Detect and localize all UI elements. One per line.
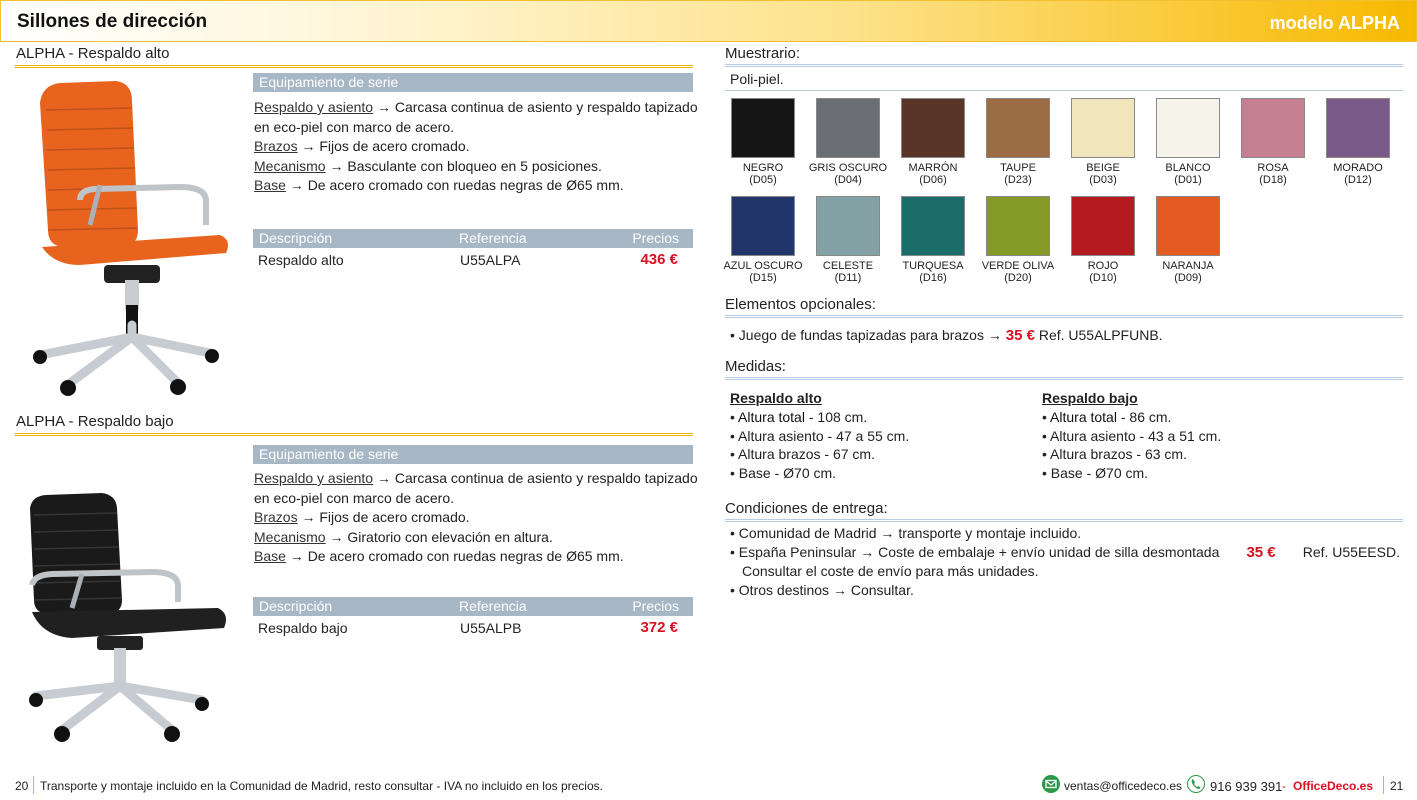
medida-text: Altura asiento - 47 a 55 cm. [738, 428, 910, 444]
swatch-code: (D11) [834, 272, 862, 284]
swatch-name: ROSA [1257, 162, 1289, 174]
col-referencia: Referencia [459, 230, 527, 246]
list-item: • Altura brazos - 63 cm. [1042, 446, 1187, 462]
section-heading-alto: ALPHA - Respaldo alto [16, 45, 170, 62]
swatch-code: (D23) [1004, 174, 1032, 186]
swatch-code: (D06) [919, 174, 947, 186]
swatch-verde-oliva[interactable] [975, 196, 1061, 284]
swatch-negro[interactable] [720, 98, 806, 186]
swatch-name: MARRÓN [908, 162, 958, 174]
divider [725, 64, 1403, 67]
chair-image-bajo [22, 490, 232, 750]
divider [725, 315, 1403, 318]
col-precios: Precios [632, 598, 679, 614]
list-item: • España Peninsular → Coste de embalaje + envío unidad de silla desmontada 35 € Ref. U55EESD. [730, 544, 1400, 561]
swatch-color [816, 98, 880, 158]
swatch-color [731, 98, 795, 158]
altura-total-label: Altura total [1050, 409, 1117, 425]
equipamiento-list-alto [254, 98, 699, 196]
respaldo-label: Respaldo y asiento [254, 99, 374, 115]
entrega-price: 35 € [1246, 544, 1276, 561]
brazos-text: → Fijos de acero cromado. [297, 138, 470, 155]
table-row [253, 250, 693, 270]
swatch-turquesa[interactable] [890, 196, 976, 284]
swatch-code: (D18) [1259, 174, 1287, 186]
page-number-left: 20 [15, 779, 29, 793]
swatch-marrón[interactable] [890, 98, 976, 186]
swatch-name: AZUL OSCURO [723, 260, 803, 272]
swatch-color [1156, 98, 1220, 158]
swatch-code: (D12) [1344, 174, 1372, 186]
divider [725, 90, 1403, 91]
swatch-color [1156, 196, 1220, 256]
mecanismo-text: → Basculante con bloqueo en 5 posiciones. [325, 157, 602, 174]
swatch-color [731, 196, 795, 256]
base-label: Base [254, 177, 286, 194]
swatch-blanco[interactable] [1145, 98, 1231, 186]
brazos-label: Brazos [254, 509, 298, 526]
swatch-name: NARANJA [1162, 260, 1214, 272]
respaldo-text: → Carcasa continua de asiento y respaldo tapizado en eco-piel con marco de acero. [254, 470, 698, 506]
swatch-name: MORADO [1333, 162, 1383, 174]
list-item: • Base - Ø70 cm. [1042, 465, 1149, 481]
entrega-ref: Ref. U55EESD. [1302, 544, 1400, 560]
list-item: • Altura asiento - 43 a 51 cm. [1042, 428, 1222, 444]
swatch-code: (D10) [1089, 272, 1117, 284]
swatch-color [901, 196, 965, 256]
altura-total-label: Altura total [738, 409, 805, 425]
chair-image-alto [20, 75, 235, 400]
opcional-item: • Juego de fundas tapizadas para brazos → 35 € Ref. U55ALPFUNB. [730, 327, 1163, 344]
divider [15, 65, 693, 68]
swatch-name: TAUPE [1000, 162, 1036, 174]
swatch-name: CELESTE [822, 260, 874, 272]
footer-note: Transporte y montaje incluido en la Comunidad de Madrid, resto consultar - IVA no incluido en los precios. [40, 779, 603, 793]
row-desc: Respaldo alto [258, 252, 344, 268]
swatch-code: (D15) [749, 272, 777, 284]
opcional-ref: Ref. U55ALPFUNB. [1034, 327, 1163, 343]
swatch-morado[interactable] [1315, 98, 1401, 186]
divider [1383, 776, 1384, 794]
swatch-code: (D01) [1174, 174, 1202, 186]
altura-total-val: - 108 cm. [804, 409, 868, 425]
swatch-rosa[interactable] [1230, 98, 1316, 186]
opcional-text: Juego de fundas tapizadas para brazos → [738, 327, 1006, 343]
brazos-text: → Fijos de acero cromado. [297, 509, 470, 526]
model-title: modelo ALPHA [1269, 13, 1400, 33]
page-header [0, 0, 1417, 42]
swatch-color [1326, 98, 1390, 158]
footer-email[interactable]: ventas@officedeco.es [1064, 779, 1183, 793]
swatch-code: (D05) [749, 174, 777, 186]
list-item: • Otros destinos → Consultar. [730, 582, 914, 598]
swatch-gris-oscuro[interactable] [805, 98, 891, 186]
mecanismo-label: Mecanismo [254, 528, 326, 545]
swatch-color [816, 196, 880, 256]
list-item: • Base - Ø70 cm. [730, 465, 837, 481]
swatch-name: GRIS OSCURO [808, 162, 888, 174]
equipamiento-bar-alto: Equipamiento de serie [253, 73, 693, 92]
base-label: Base [254, 548, 286, 565]
page-title: Sillones de dirección [17, 11, 208, 32]
medida-text: Altura asiento - 43 a 51 cm. [1050, 428, 1222, 444]
col-descripcion: Descripción [259, 230, 333, 246]
row-price: 436 € [640, 251, 678, 268]
medida-text: Altura brazos - 63 cm. [1050, 446, 1187, 462]
respaldo-label: Respaldo y asiento [254, 470, 374, 486]
muestrario-sub: Poli-piel. [730, 71, 784, 87]
swatch-color [901, 98, 965, 158]
swatch-code: (D16) [919, 272, 947, 284]
brazos-label: Brazos [254, 138, 298, 155]
divider [15, 433, 693, 436]
medida-text: Base - Ø70 cm. [738, 465, 837, 481]
swatch-color [1071, 196, 1135, 256]
col-precios: Precios [632, 230, 679, 246]
medida-text: Altura brazos - 67 cm. [738, 446, 875, 462]
opcionales-heading: Elementos opcionales: [725, 296, 876, 313]
swatch-rojo[interactable] [1060, 196, 1146, 284]
entrega-text: España Peninsular → Coste de embalaje + envío unidad de silla desmontada [738, 544, 1220, 560]
medidas-heading: Medidas: [725, 358, 786, 375]
row-price: 372 € [640, 619, 678, 636]
swatch-name: ROJO [1087, 260, 1119, 272]
swatch-code: (D09) [1174, 272, 1202, 284]
swatch-code: (D03) [1089, 174, 1117, 186]
table-row [253, 618, 693, 638]
swatch-taupe[interactable] [975, 98, 1061, 186]
row-ref: U55ALPB [460, 620, 522, 636]
email-icon [1042, 775, 1060, 793]
medida-text: Base - Ø70 cm. [1050, 465, 1149, 481]
entrega-heading: Condiciones de entrega: [725, 500, 888, 517]
list-item: • Altura brazos - 67 cm. [730, 446, 875, 462]
mecanismo-text: → Giratorio con elevación en altura. [325, 528, 553, 545]
divider [33, 776, 34, 794]
equipamiento-bar-bajo: Equipamiento de serie [253, 445, 693, 464]
respaldo-text: → Carcasa continua de asiento y respaldo tapizado en eco-piel con marco de acero. [254, 99, 698, 135]
medidas-alto-title: Respaldo alto [730, 390, 822, 406]
opcional-price: 35 € [1005, 327, 1035, 344]
divider [725, 519, 1403, 522]
entrega-text: Comunidad de Madrid → transporte y montaje incluido. [738, 525, 1082, 541]
swatch-code: (D20) [1004, 272, 1032, 284]
swatch-color [986, 196, 1050, 256]
swatch-name: NEGRO [742, 162, 784, 174]
swatch-color [1071, 98, 1135, 158]
page-number-right: 21 [1390, 779, 1404, 793]
price-table-header-alto [253, 229, 693, 248]
base-text: → De acero cromado con ruedas negras de Ø65 mm. [285, 177, 624, 194]
entrega-line2: Consultar el coste de envío para más unidades. [742, 563, 1039, 579]
list-item: • Altura asiento - 47 a 55 cm. [730, 428, 910, 444]
base-text: → De acero cromado con ruedas negras de Ø65 mm. [285, 548, 624, 565]
col-descripcion: Descripción [259, 598, 333, 614]
footer-phone[interactable]: 916 939 391 [1210, 779, 1283, 794]
swatch-name: BLANCO [1165, 162, 1211, 174]
medidas-bajo-title: Respaldo bajo [1042, 390, 1138, 406]
swatch-celeste[interactable] [805, 196, 891, 284]
altura-total-val: - 86 cm. [1116, 409, 1172, 425]
footer-dash: - [1282, 779, 1286, 793]
muestrario-heading: Muestrario: [725, 45, 801, 62]
mecanismo-label: Mecanismo [254, 157, 326, 174]
swatch-name: TURQUESA [902, 260, 964, 272]
footer-brand[interactable]: OfficeDeco.es [1293, 779, 1374, 793]
entrega-text: Otros destinos → Consultar. [738, 582, 914, 598]
list-item: • Altura total - 86 cm. [1042, 409, 1172, 425]
swatch-color [986, 98, 1050, 158]
row-desc: Respaldo bajo [258, 620, 348, 636]
price-table-header-bajo [253, 597, 693, 616]
swatch-name: BEIGE [1086, 162, 1120, 174]
equipamiento-list-bajo [254, 469, 699, 567]
phone-icon [1187, 775, 1205, 793]
swatch-beige[interactable] [1060, 98, 1146, 186]
swatch-code: (D04) [834, 174, 862, 186]
swatch-azul-oscuro[interactable] [720, 196, 806, 284]
list-item: • Altura total - 108 cm. [730, 409, 868, 425]
list-item: • Comunidad de Madrid → transporte y montaje incluido. [730, 525, 1082, 541]
col-referencia: Referencia [459, 598, 527, 614]
section-heading-bajo: ALPHA - Respaldo bajo [16, 413, 174, 430]
swatch-color [1241, 98, 1305, 158]
divider [725, 377, 1403, 380]
row-ref: U55ALPA [460, 252, 521, 268]
swatch-naranja[interactable] [1145, 196, 1231, 284]
swatch-name: VERDE OLIVA [981, 260, 1055, 272]
